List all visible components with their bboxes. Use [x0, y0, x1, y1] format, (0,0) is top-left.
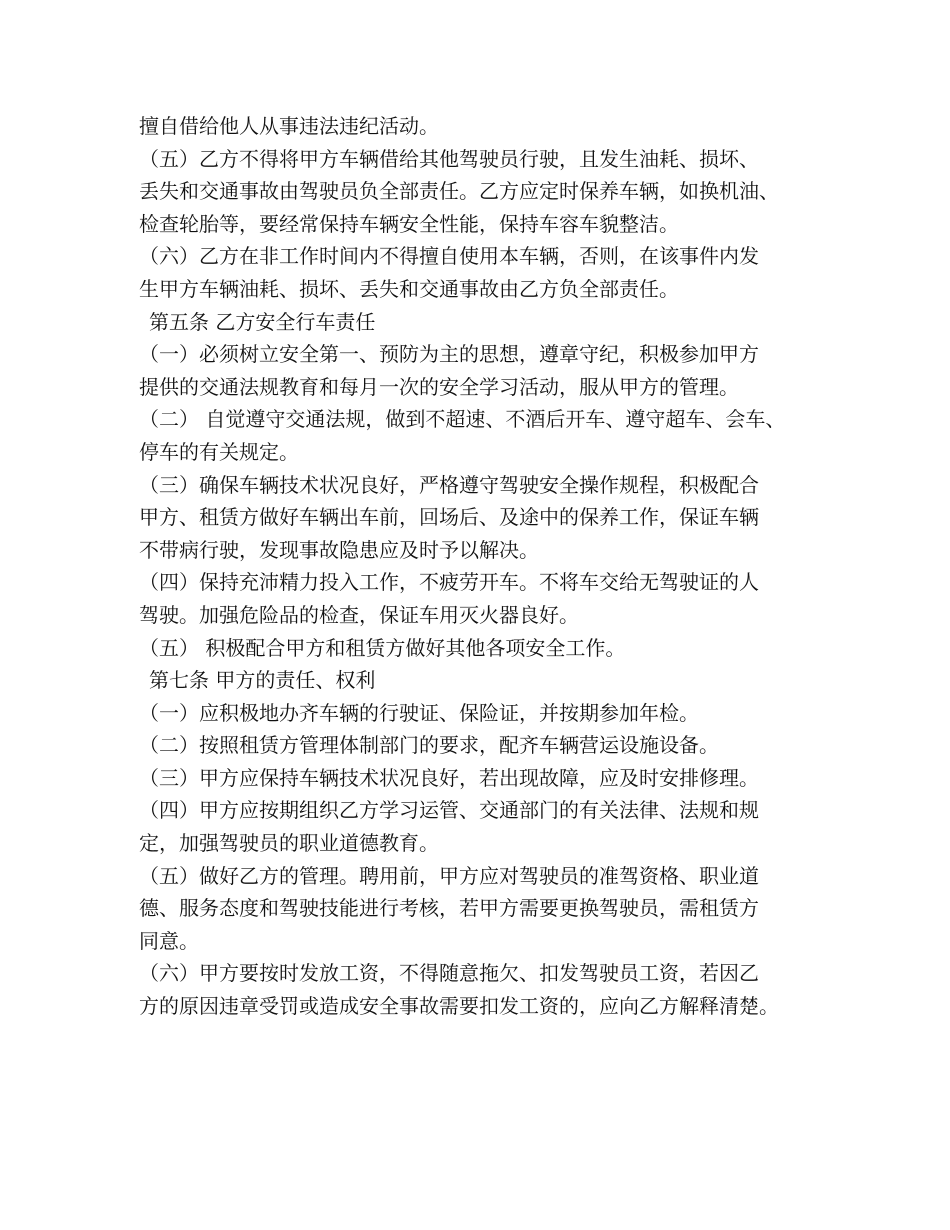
text-line: （二）按照租赁方管理体制部门的要求，配齐车辆营运设施设备。: [139, 733, 719, 758]
text-line: （一）应积极地办齐车辆的行驶证、保险证，并按期参加年检。: [139, 700, 699, 725]
text-line: 德、服务态度和驾驶技能进行考核，若甲方需要更换驾驶员，需租赁方: [139, 896, 759, 921]
text-line: 方的原因违章受罚或造成安全事故需要扣发工资的，应向乙方解释清楚。: [139, 994, 779, 1019]
text-line: 提供的交通法规教育和每月一次的安全学习活动，服从甲方的管理。: [139, 374, 739, 399]
text-line: （一）必须树立安全第一、预防为主的思想，遵章守纪，积极参加甲方: [139, 342, 759, 367]
text-line: （四）保持充沛精力投入工作，不疲劳开车。不将车交给无驾驶证的人: [139, 570, 759, 595]
text-line: 定，加强驾驶员的职业道德教育。: [139, 831, 439, 856]
text-line: 检查轮胎等，要经常保持车辆安全性能，保持车容车貌整洁。: [139, 211, 679, 236]
text-line: （六）甲方要按时发放工资，不得随意拖欠、扣发驾驶员工资，若因乙: [139, 961, 759, 986]
text-line: 同意。: [139, 928, 199, 953]
text-line: 丢失和交通事故由驾驶员负全部责任。乙方应定时保养车辆，如换机油、: [139, 179, 779, 204]
text-line: （五）做好乙方的管理。聘用前，甲方应对驾驶员的准驾资格、职业道: [139, 863, 759, 888]
text-line: 生甲方车辆油耗、损坏、丢失和交通事故由乙方负全部责任。: [139, 276, 679, 301]
text-line: 驾驶。加强危险品的检查，保证车用灭火器良好。: [139, 602, 579, 627]
text-line: （五）乙方不得将甲方车辆借给其他驾驶员行驶，且发生油耗、损坏、: [139, 146, 759, 171]
text-line: （二） 自觉遵守交通法规，做到不超速、不酒后开车、遵守超车、会车、: [139, 407, 786, 432]
document-body: [139, 110, 839, 1023]
text-line: 擅自借给他人从事违法违纪活动。: [139, 114, 439, 138]
text-line: 停车的有关规定。: [139, 439, 299, 464]
text-line: （五） 积极配合甲方和租赁方做好其他各项安全工作。: [139, 635, 626, 660]
text-line: （四）甲方应按期组织乙方学习运管、交通部门的有关法律、法规和规: [139, 798, 759, 823]
section-heading: 第七条 甲方的责任、权利: [149, 668, 376, 693]
text-line: （三）甲方应保持车辆技术状况良好，若出现故障，应及时安排修理。: [139, 765, 759, 790]
section-heading: 第五条 乙方安全行车责任: [149, 309, 376, 334]
text-line: （六）乙方在非工作时间内不得擅自使用本车辆，否则，在该事件内发: [139, 244, 759, 269]
text-line: 不带病行驶，发现事故隐患应及时予以解决。: [139, 537, 539, 562]
text-line: 甲方、租赁方做好车辆出车前，回场后、及途中的保养工作，保证车辆: [139, 505, 759, 530]
text-line: （三）确保车辆技术状况良好，严格遵守驾驶安全操作规程，积极配合: [139, 472, 759, 497]
